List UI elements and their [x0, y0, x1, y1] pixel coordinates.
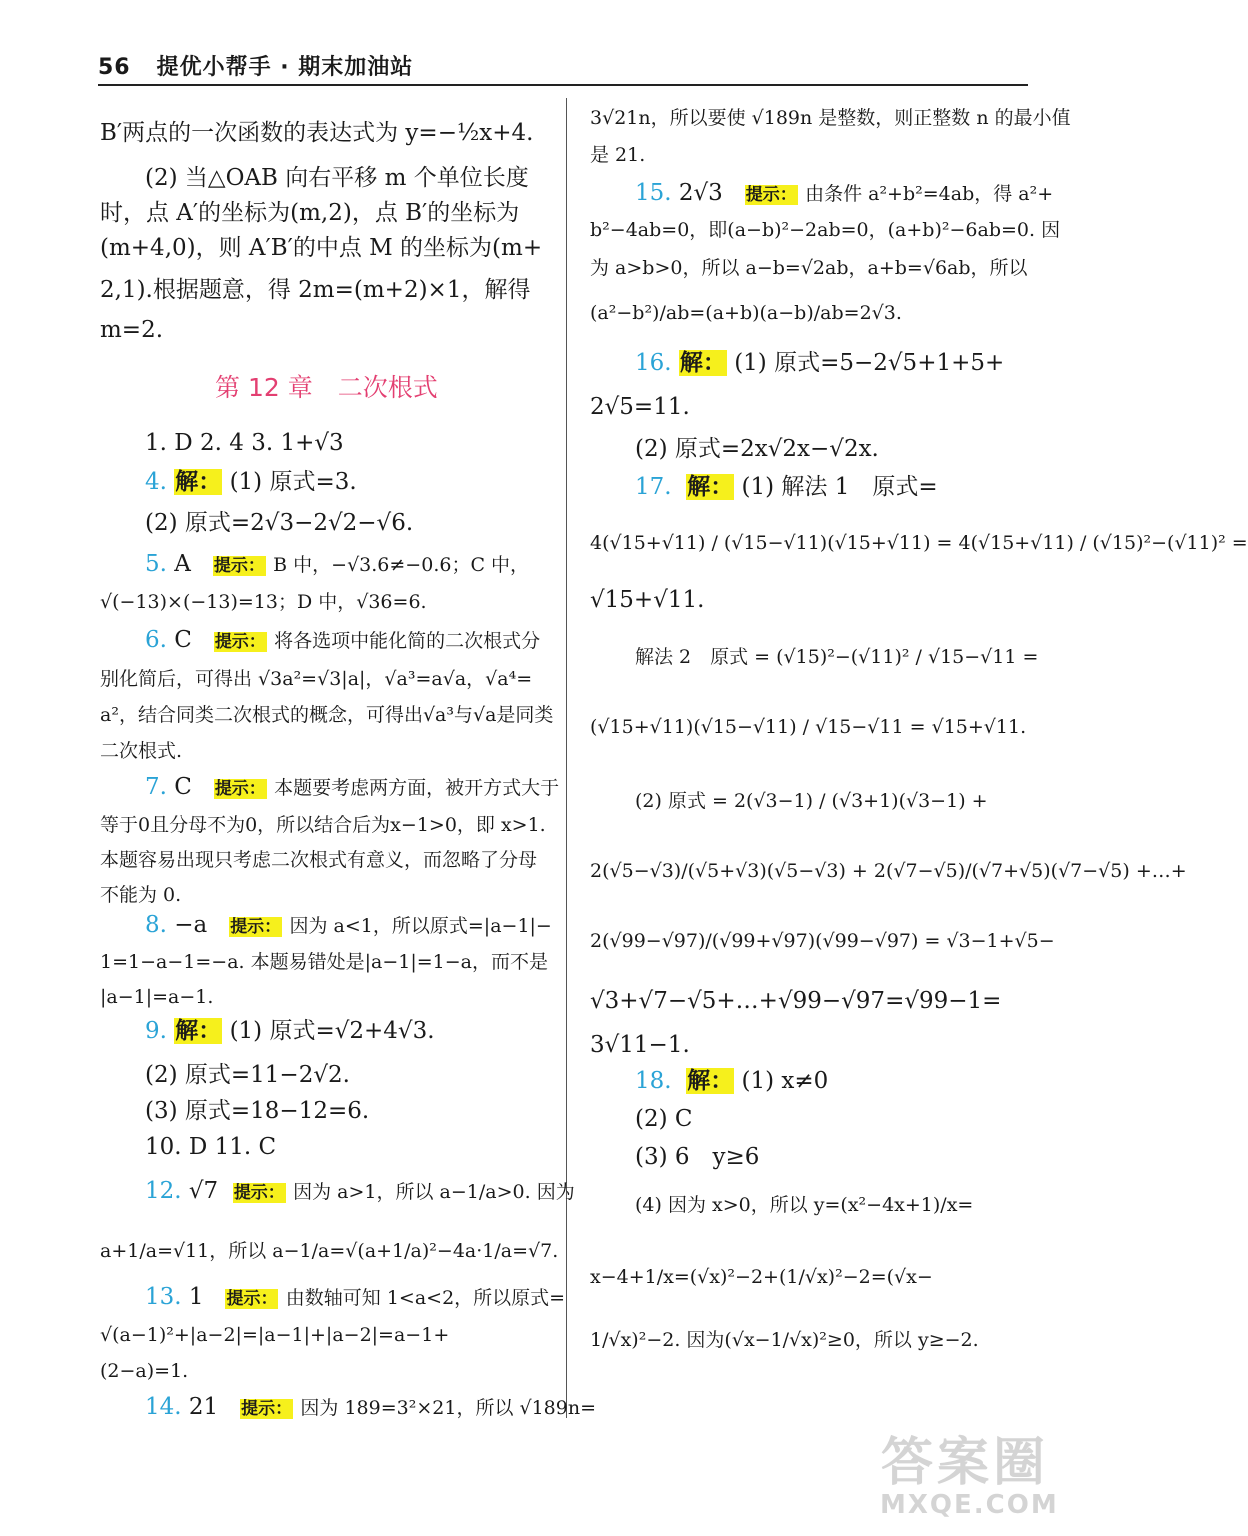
question-number: 5.: [145, 551, 167, 577]
hint-label: 提示：: [214, 632, 266, 652]
hint-text: 因为 189=3²×21，所以 √189n=: [300, 1397, 597, 1419]
hint-text: B 中，−√3.6≠−0.6；C 中，: [273, 554, 530, 576]
formula-line: (4) 因为 x>0，所以 y=(x²−4x+1)/x=: [635, 1194, 974, 1216]
answer-line: 3√11−1.: [590, 1032, 690, 1058]
hint-text: √(−13)×(−13)=13；D 中，√36=6.: [100, 591, 427, 613]
watermark-text: 答案圈: [880, 1433, 1049, 1493]
formula-line: (√15+√11)(√15−√11) / √15−√11 = √15+√11.: [590, 716, 1027, 738]
chapter-title: 第 12 章 二次根式: [215, 373, 438, 402]
text-line: (m+4,0)，则 A′B′的中点 M 的坐标为(m+: [100, 235, 543, 261]
answer-line: (2) 原式=2√3−2√2−√6.: [145, 510, 414, 536]
answer-line: (3) 原式=18−12=6.: [145, 1098, 370, 1124]
formula-line: x−4+1/x=(√x)²−2+(1/√x)²−2=(√x−: [590, 1266, 933, 1288]
hint-text: 将各选项中能化简的二次根式分: [274, 630, 541, 652]
answer-value: −a: [174, 912, 208, 938]
answer-line: [145, 1282, 565, 1314]
formula-line: 4(√15+√11) / (√15−√11)(√15+√11) = 4(√15+√11) / (√15)²−(√11)² =: [590, 532, 1248, 554]
answer-line: [145, 625, 540, 657]
hint-text: 别化简后，可得出 √3a²=√3|a|，√a³=a√a，√a⁴=: [100, 668, 533, 690]
answer-text: (1) x≠0: [741, 1068, 829, 1094]
question-number: 7.: [145, 774, 167, 800]
formula-line: 2(√99−√97)/(√99+√97)(√99−√97) = √3−1+√5−: [590, 930, 1055, 952]
answer-text: (1) 原式=5−2√5+1+5+: [734, 350, 1005, 376]
answer-text: (1) 解法 1 原式=: [741, 474, 938, 500]
answer-line: √15+√11.: [590, 587, 705, 613]
text-line: (2) 当△OAB 向右平移 m 个单位长度: [145, 165, 529, 191]
column-divider: [566, 98, 567, 1418]
answer-line: [635, 472, 938, 502]
hint-label: 提示：: [745, 185, 797, 205]
page-header: [98, 50, 413, 81]
hint-text: a²，结合同类二次根式的概念，可得出√a³与√a是同类: [100, 704, 554, 726]
hint-text: a+1/a=√11，所以 a−1/a=√(a+1/a)²−4a·1/a=√7.: [100, 1240, 559, 1262]
text-line: 时，点 A′的坐标为(m,2)，点 B′的坐标为: [100, 200, 520, 226]
answer-line: [145, 772, 559, 804]
answer-line: [145, 1016, 435, 1046]
answer-line: [635, 1066, 828, 1096]
question-number: 6.: [145, 627, 167, 653]
solution-label: 解：: [175, 469, 222, 495]
hint-text: (a²−b²)/ab=(a+b)(a−b)/ab=2√3.: [590, 302, 902, 324]
answer-value: 1: [188, 1284, 204, 1310]
formula-line: 1/√x)²−2. 因为(√x−1/√x)²≥0，所以 y≥−2.: [590, 1329, 979, 1351]
question-number: 17.: [635, 474, 672, 500]
solution-label: 解：: [175, 1018, 222, 1044]
answer-text: (1) 原式=3.: [229, 469, 357, 495]
answer-line: 2√5=11.: [590, 394, 690, 420]
page-number: 56: [98, 55, 131, 80]
answer-line: (2) 原式=11−2√2.: [145, 1062, 350, 1088]
hint-label: 提示：: [233, 1183, 285, 1203]
question-number: 14.: [145, 1394, 182, 1420]
header-rule: [98, 84, 1028, 86]
answer-value: 2√3: [678, 180, 723, 206]
hint-text: |a−1|=a−1.: [100, 986, 214, 1008]
hint-text: 由数轴可知 1<a<2，所以原式=: [285, 1287, 566, 1309]
text-line: B′两点的一次函数的表达式为 y=−½x+4.: [100, 120, 534, 146]
answer-line: (2) 原式=2x√2x−√2x.: [635, 436, 879, 462]
answer-line: (3) 6 y≥6: [635, 1144, 760, 1170]
solution-label: 解：: [679, 350, 726, 376]
answer-line: [145, 467, 357, 497]
hint-text: 因为 a>1，所以 a−1/a>0. 因为: [293, 1181, 575, 1203]
answer-value: 21: [188, 1394, 219, 1420]
answer-value: C: [174, 627, 192, 653]
text-line: m=2.: [100, 317, 164, 343]
solution-label: 解：: [687, 474, 734, 500]
answer-line: [635, 178, 1053, 210]
hint-text: (2−a)=1.: [100, 1360, 189, 1382]
hint-text: 本题要考虑两方面，被开方式大于: [274, 777, 560, 799]
hint-text: √(a−1)²+|a−2|=|a−1|+|a−2|=a−1+: [100, 1324, 450, 1346]
answer-line: [145, 910, 552, 942]
question-number: 9.: [145, 1018, 167, 1044]
text-line: 2,1).根据题意，得 2m=(m+2)×1，解得: [100, 277, 531, 303]
question-number: 4.: [145, 469, 167, 495]
hint-label: 提示：: [213, 556, 265, 576]
watermark-logo: [880, 1433, 1059, 1525]
question-number: 15.: [635, 180, 672, 206]
answer-line: 10. D 11. C: [145, 1134, 277, 1160]
answer-line: [145, 549, 529, 581]
question-number: 12.: [145, 1178, 182, 1204]
answer-line: [145, 1176, 575, 1208]
hint-text: 1=1−a−1=−a. 本题易错处是|a−1|=1−a，而不是: [100, 951, 548, 973]
answer-value: √7: [188, 1178, 219, 1204]
answer-text: (1) 原式=√2+4√3.: [229, 1018, 435, 1044]
answer-value: A: [174, 551, 191, 577]
hint-text: 本题容易出现只考虑二次根式有意义，而忽略了分母: [100, 849, 538, 871]
watermark-url: MXQE.COM: [880, 1490, 1059, 1520]
answer-line: (2) C: [635, 1106, 693, 1132]
book-title: 提优小帮手 · 期末加油站: [156, 55, 414, 80]
formula-line: 解法 2 原式 = (√15)²−(√11)² / √15−√11 =: [635, 646, 1039, 668]
answer-line: [635, 348, 1004, 378]
hint-text: 由条件 a²+b²=4ab，得 a²+: [805, 183, 1054, 205]
question-number: 16.: [635, 350, 672, 376]
formula-line: 2(√5−√3)/(√5+√3)(√5−√3) + 2(√7−√5)/(√7+√5)(√7−√5) +…+: [590, 860, 1187, 882]
hint-text: 等于0且分母不为0，所以结合后为x−1>0，即 x>1.: [100, 814, 546, 836]
hint-label: 提示：: [230, 917, 282, 937]
question-number: 13.: [145, 1284, 182, 1310]
hint-label: 提示：: [241, 1399, 293, 1419]
answer-line: [145, 1392, 596, 1424]
answer-line: √3+√7−√5+…+√99−√97=√99−1=: [590, 988, 1002, 1014]
hint-label: 提示：: [214, 779, 266, 799]
hint-text: 不能为 0.: [100, 884, 182, 906]
answer-value: C: [174, 774, 192, 800]
hint-text: 为 a>b>0，所以 a−b=√2ab，a+b=√6ab，所以: [590, 257, 1028, 279]
hint-text: 是 21.: [590, 144, 646, 166]
hint-label: 提示：: [226, 1289, 278, 1309]
formula-line: (2) 原式 = 2(√3−1) / (√3+1)(√3−1) +: [635, 790, 988, 812]
hint-text: b²−4ab=0，即(a−b)²−2ab=0，(a+b)²−6ab=0. 因: [590, 219, 1061, 241]
solution-label: 解：: [687, 1068, 734, 1094]
hint-text: 3√21n，所以要使 √189n 是整数，则正整数 n 的最小值: [590, 107, 1071, 129]
question-number: 18.: [635, 1068, 672, 1094]
question-number: 8.: [145, 912, 167, 938]
answer-line: 1. D 2. 4 3. 1+√3: [145, 430, 344, 456]
hint-text: 二次根式.: [100, 740, 183, 762]
hint-text: 因为 a<1，所以原式=|a−1|−: [289, 915, 552, 937]
